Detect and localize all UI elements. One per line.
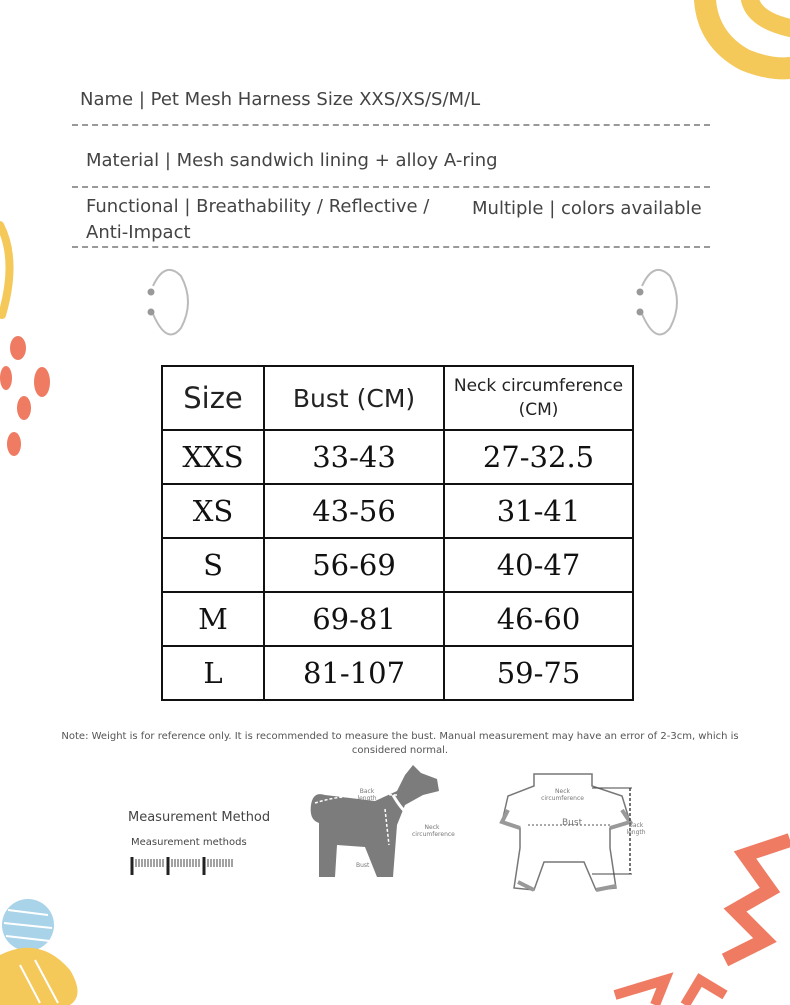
left-yellow-arc-decoration [0,220,20,320]
dog-neck-label: Neck circumference [412,824,455,838]
bust-cell: 81-107 [264,646,444,700]
measurement-method-subtitle: Measurement methods [131,837,247,848]
size-cell: L [162,646,264,700]
left-ring-icon [143,266,193,340]
divider [72,186,710,188]
size-cell: XXS [162,430,264,484]
table-row [162,484,633,538]
table-row [162,592,633,646]
bust-cell: 69-81 [264,592,444,646]
divider [72,124,710,126]
right-ring-icon [632,266,682,340]
header-size: Size [162,366,264,430]
dog-back-length-label: Back length [357,788,377,802]
header-neck [444,366,633,430]
bust-cell: 56-69 [264,538,444,592]
table-header-row [162,366,633,430]
table-row [162,430,633,484]
neck-cell: 40-47 [444,538,633,592]
header-neck-line1: Neck circumference [453,376,624,396]
top-right-yellow-swirl-decoration [690,0,790,105]
size-chart-table [161,365,634,701]
ruler-icon [130,855,238,877]
harness-back-length-label: Back length [626,822,646,836]
functional-line-1: Functional | Breathability / Reflective / [86,196,430,217]
bust-cell: 43-56 [264,484,444,538]
measurement-note: Note: Weight is for reference only. It is recommended to measure the bust. Manual measurement may have an error of 2-3cm, which is considered normal. [61,731,739,756]
header-neck-line2: (CM) [518,400,559,420]
table-row [162,538,633,592]
dog-bust-label: Bust [356,862,370,869]
bottom-left-blue-yellow-blob-decoration [0,895,90,1005]
header-bust: Bust (CM) [264,366,444,430]
neck-cell: 46-60 [444,592,633,646]
measurement-method-title: Measurement Method [128,810,271,825]
harness-bust-label: Bust [562,818,583,828]
size-cell: S [162,538,264,592]
bust-cell: 33-43 [264,430,444,484]
size-cell: XS [162,484,264,538]
colors-line: Multiple | colors available [472,198,702,219]
divider [72,246,710,248]
size-cell: M [162,592,264,646]
neck-cell: 27-32.5 [444,430,633,484]
product-name-line: Name | Pet Mesh Harness Size XXS/XS/S/M/L [80,89,481,110]
table-row [162,646,633,700]
harness-neck-label: Neck circumference [541,788,584,802]
material-line: Material | Mesh sandwich lining + alloy A-ring [86,150,498,171]
neck-cell: 59-75 [444,646,633,700]
neck-cell: 31-41 [444,484,633,538]
functional-line-2: Anti-Impact [86,222,191,243]
left-coral-dots-decoration [0,330,60,460]
